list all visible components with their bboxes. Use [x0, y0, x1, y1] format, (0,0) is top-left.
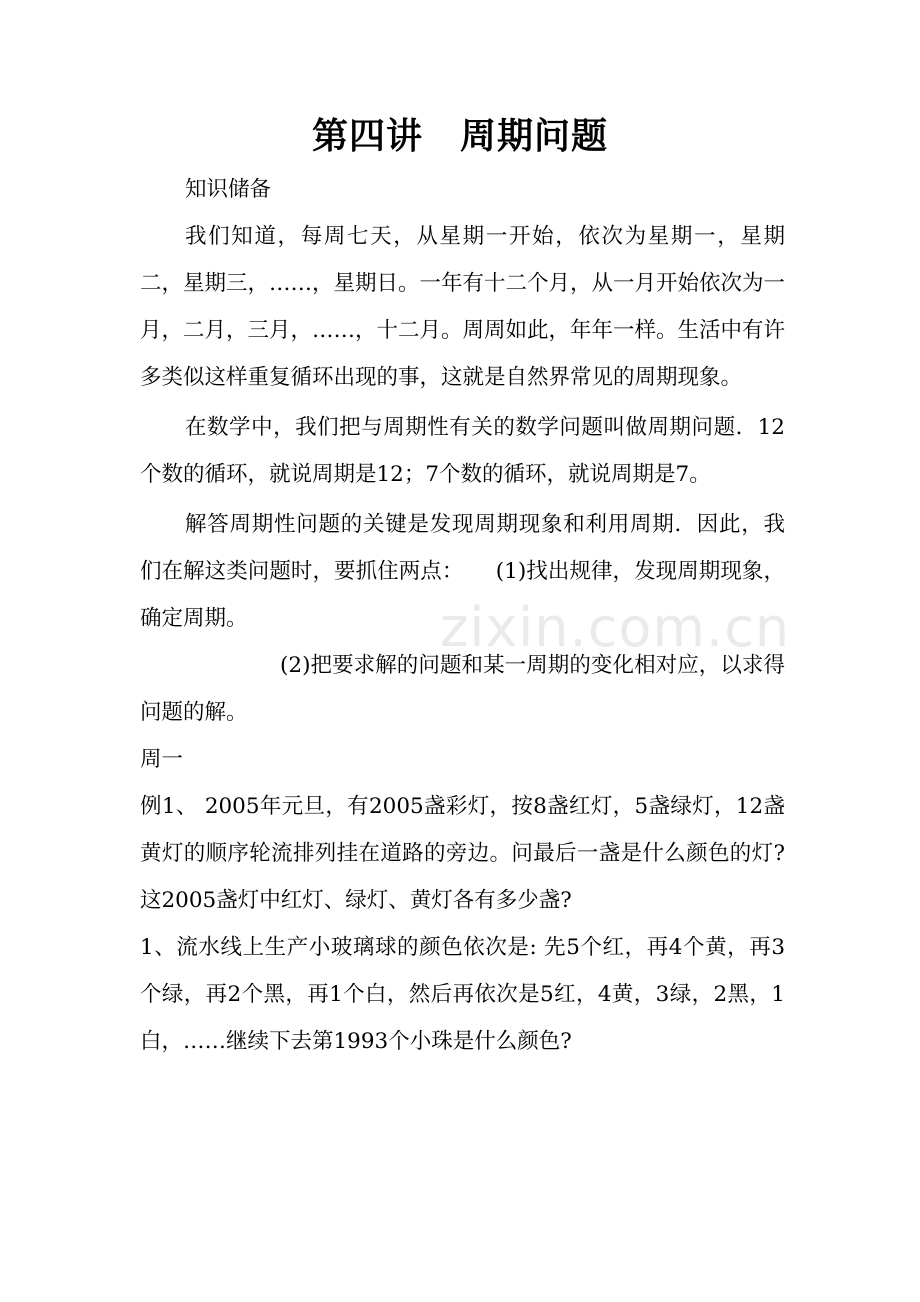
paragraph-definition: 在数学中，我们把与周期性有关的数学问题叫做周期问题．12个数的循环，就说周期是12；7个数的循环，就说周期是7。	[140, 415, 785, 487]
paragraph-intro: 我们知道，每周七天，从星期一开始，依次为星期一，星期二，星期三，……，星期日。一年有十二个月，从一月开始依次为一月，二月，三月，……，十二月。周周如此，年年一样。生活中有许多类似这样重复循环出现的事，这就是自然界常见的周期现象。	[140, 224, 786, 390]
paragraph-method: 解答周期性问题的关键是发现周期现象和利用周期．因此，我们在解这类问题时，要抓住两点： (1)找出规律，发现周期现象，确定周期。	[140, 512, 785, 631]
week-label: 周一	[140, 747, 184, 772]
watermark: zixin.com.cn	[440, 596, 791, 659]
exercise-1: 1、流水线上生产小玻璃球的颜色依次是: 先5个红，再4个黄，再3个绿，再2个黑，再1个白，然后再依次是5红，4黄，3绿，2黑，1白，……继续下去第1993个小珠是什么颜色?	[140, 935, 785, 1054]
paragraph-method-step2: (2)把要求解的问题和某一周期的变化相对应，以求得问题的解。	[140, 653, 785, 725]
page-title: 第四讲 周期问题	[311, 115, 608, 157]
example-1: 例1、 2005年元旦，有2005盏彩灯，按8盏红灯，5盏绿灯，12盏黄灯的顺序轮流排列挂在道路的旁边。问最后一盏是什么颜色的灯?这2005盏灯中红灯、绿灯、黄灯各有多少盏?	[140, 794, 785, 913]
section-heading: 知识储备	[185, 177, 272, 202]
document-body	[140, 166, 785, 1065]
